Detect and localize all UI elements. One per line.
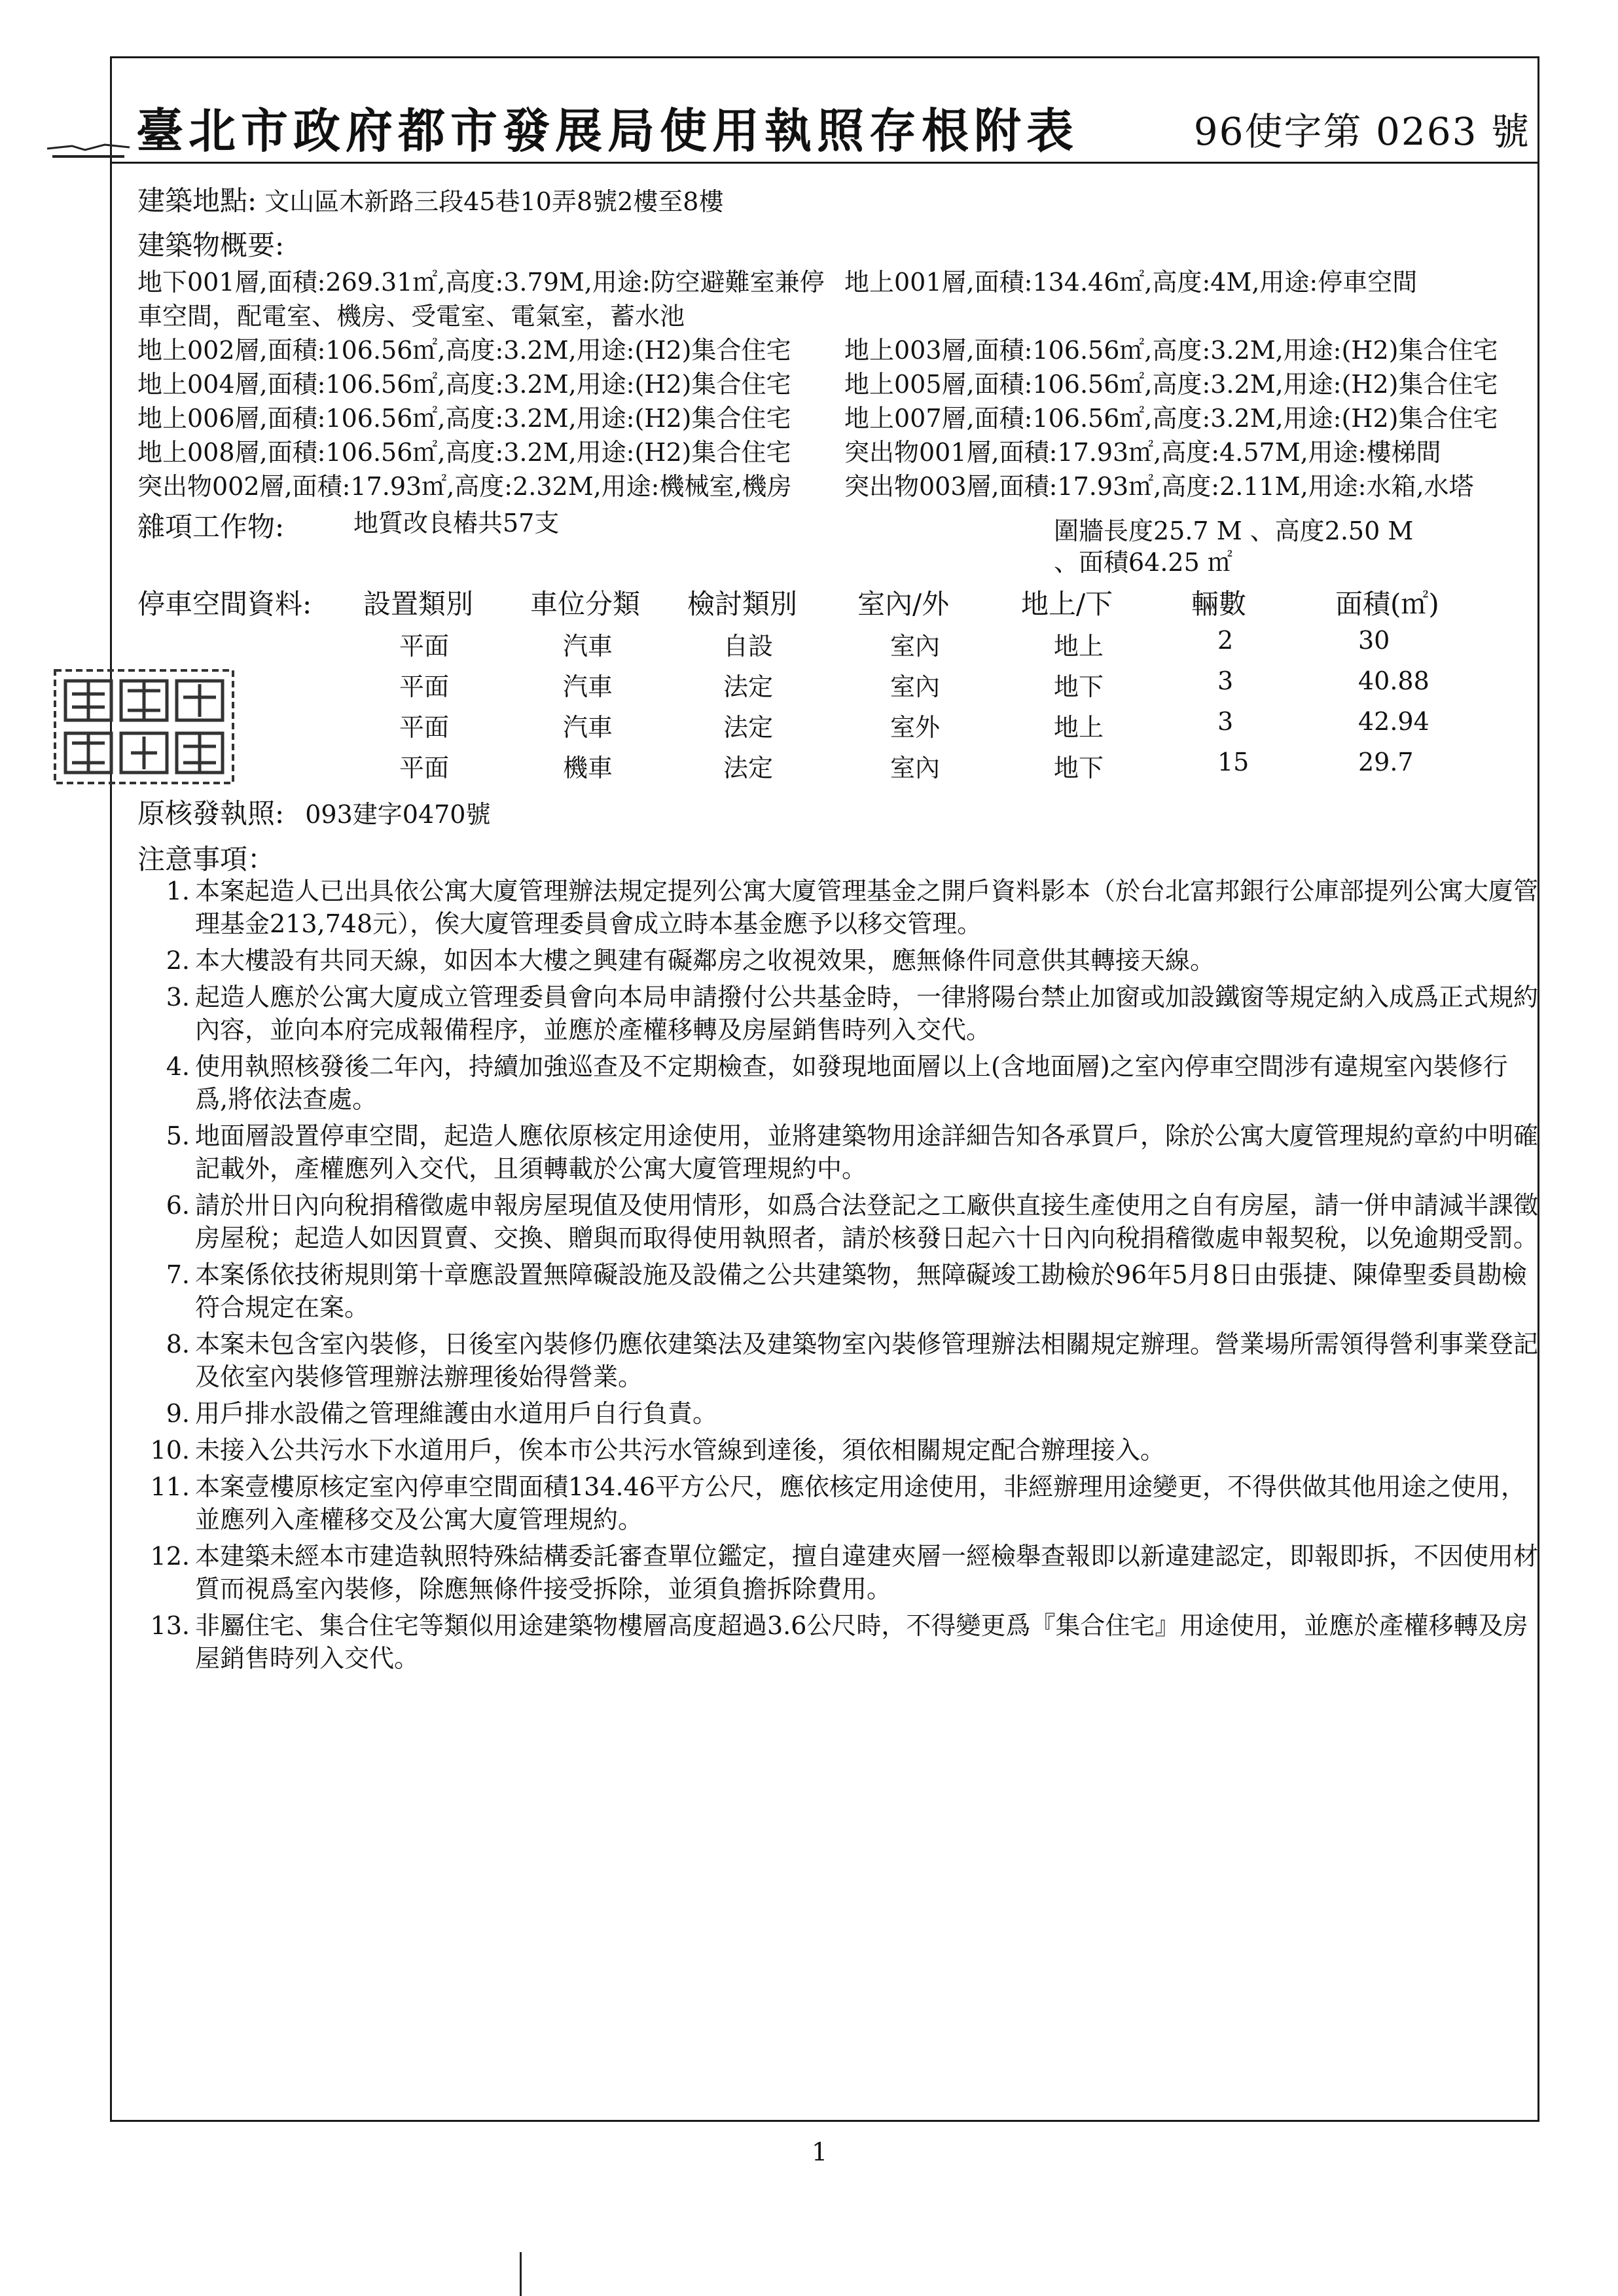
table-cell: 地下 — [1054, 672, 1104, 701]
notes-label: 注意事項： — [137, 843, 276, 875]
original-permit-value: 093建字0470號 — [305, 800, 491, 829]
parking-table — [137, 583, 1512, 786]
table-cell: 室外 — [890, 713, 941, 742]
table-cell: 3 — [1217, 666, 1234, 695]
floor-left: 地上004層,面積:106.56㎡,高度:3.2M,用途:(H2)集合住宅 — [137, 370, 791, 399]
note-text: 本案壹樓原核定室內停車空間面積134.46平方公尺，應依核定用途使用，非經辦理用途變更，不得供做其他用途之使用，並應列入產權移交及公寓大廈管理規約。 — [195, 1472, 1526, 1534]
table-cell: 法定 — [723, 672, 774, 701]
floor-right: 地上005層,面積:106.56㎡,高度:3.2M,用途:(H2)集合住宅 — [844, 370, 1498, 399]
list-item — [137, 875, 1538, 940]
table-cell: 室內 — [890, 632, 941, 661]
note-text: 非屬住宅、集合住宅等類似用途建築物樓層高度超過3.6公尺時，不得變更爲『集合住宅』用途使用，並應於產權移轉及房屋銷售時列入交代。 — [195, 1611, 1528, 1673]
note-text: 未接入公共污水下水道用戶，俟本市公共污水管線到達後，須依相關規定配合辦理接入。 — [195, 1436, 1166, 1465]
table-cell: 15 — [1217, 748, 1249, 776]
document-title: 臺北市政府都市發展局使用執照存根附表 — [136, 103, 1079, 158]
notes-list — [137, 875, 1538, 1679]
floor-left: 地下001層,面積:269.31㎡,高度:3.79M,用途:防空避難室兼停 — [137, 268, 825, 297]
note-number: 2. — [166, 946, 190, 975]
list-item — [137, 1540, 1538, 1605]
list-item — [137, 1120, 1538, 1185]
header-cell: 車位分類 — [530, 588, 641, 620]
table-row — [137, 664, 1512, 704]
floor-list — [137, 262, 1512, 500]
table-cell: 自設 — [723, 632, 774, 661]
floor-right: 地上001層,面積:134.46㎡,高度:4M,用途:停車空間 — [844, 268, 1418, 297]
note-number: 3. — [166, 983, 190, 1011]
table-cell: 平面 — [399, 754, 450, 782]
table-cell: 29.7 — [1358, 748, 1414, 776]
note-number: 5. — [166, 1121, 190, 1150]
site-label: 建築地點: — [137, 185, 257, 217]
site-row — [137, 185, 724, 218]
binding-mark — [520, 2252, 522, 2296]
table-row — [137, 623, 1512, 664]
list-item — [137, 1050, 1538, 1116]
note-text: 使用執照核發後二年內，持續加強巡查及不定期檢查，如發現地面層以上(含地面層)之室內停車空間涉有違規室內裝修行爲,將依法查處。 — [195, 1052, 1508, 1114]
original-permit-label: 原核發執照: — [137, 797, 285, 829]
note-number: 7. — [166, 1260, 190, 1289]
list-item — [137, 1609, 1538, 1675]
table-cell: 30 — [1358, 626, 1390, 655]
note-text: 本案起造人已出具依公寓大廈管理辦法規定提列公寓大廈管理基金之開戶資料影本（於台北富邦銀行公庫部提列公寓大廈管理基金213,748元），俟大廈管理委員會成立時本基金應予以移交管理。 — [195, 877, 1539, 938]
misc-label: 雜項工作物: — [137, 511, 285, 543]
floor-row — [137, 466, 1512, 500]
table-row — [137, 704, 1512, 745]
note-text: 本大樓設有共同天線，如因本大樓之興建有礙鄰房之收視效果，應無條件同意供其轉接天線。 — [195, 946, 1215, 975]
permit-number: 96使字第 0263 號 — [1193, 109, 1530, 154]
table-cell: 法定 — [723, 713, 774, 742]
list-item — [137, 981, 1538, 1046]
list-item — [137, 1397, 1538, 1430]
wall-line-2: 、面積64.25 ㎡ — [1054, 548, 1232, 577]
table-cell: 機車 — [563, 754, 613, 782]
table-cell: 2 — [1217, 626, 1234, 655]
parking-label: 停車空間資料: — [137, 588, 312, 620]
site-value: 文山區木新路三段45巷10弄8號2樓至8樓 — [264, 187, 724, 216]
floor-right: 地上007層,面積:106.56㎡,高度:3.2M,用途:(H2)集合住宅 — [844, 404, 1498, 433]
table-cell: 室內 — [890, 754, 941, 782]
original-permit-row — [137, 797, 491, 831]
note-number: 4. — [166, 1052, 190, 1081]
floor-right: 突出物001層,面積:17.93㎡,高度:4.57M,用途:樓梯間 — [844, 438, 1441, 467]
floor-left: 地上006層,面積:106.56㎡,高度:3.2M,用途:(H2)集合住宅 — [137, 404, 791, 433]
floor-left: 突出物002層,面積:17.93㎡,高度:2.32M,用途:機械室,機房 — [137, 472, 792, 501]
note-number: 11. — [150, 1472, 190, 1501]
margin-mark — [46, 134, 131, 160]
header-cell: 室內/外 — [857, 588, 950, 620]
table-cell: 地上 — [1054, 632, 1104, 661]
misc-value: 地質改良樁共57支 — [353, 509, 560, 538]
table-cell: 汽車 — [563, 672, 613, 701]
parking-header — [137, 583, 1512, 623]
floor-row — [137, 398, 1512, 432]
table-cell: 平面 — [399, 713, 450, 742]
floor-left: 地上002層,面積:106.56㎡,高度:3.2M,用途:(H2)集合住宅 — [137, 336, 791, 365]
list-item — [137, 1434, 1538, 1467]
floor-left: 車空間，配電室、機房、受電室、電氣室，蓄水池 — [137, 302, 685, 331]
note-number: 13. — [150, 1611, 190, 1640]
note-number: 9. — [166, 1399, 190, 1428]
table-cell: 汽車 — [563, 713, 613, 742]
note-number: 8. — [166, 1330, 190, 1358]
note-number: 1. — [166, 877, 190, 905]
table-cell: 40.88 — [1358, 666, 1429, 695]
table-row — [137, 745, 1512, 786]
seal-stamp — [52, 668, 236, 786]
header-cell: 檢討類別 — [687, 588, 798, 620]
table-cell: 平面 — [399, 632, 450, 661]
list-item — [137, 1328, 1538, 1393]
overview-label: 建築物概要: — [137, 229, 285, 261]
note-text: 用戶排水設備之管理維護由水道用戶自行負責。 — [195, 1399, 718, 1428]
table-cell: 室內 — [890, 672, 941, 701]
floor-row — [137, 330, 1512, 364]
table-cell: 地下 — [1054, 754, 1104, 782]
wall-line-1: 圍牆長度25.7 M 、高度2.50 M — [1054, 517, 1414, 545]
header-cell: 地上/下 — [1021, 588, 1113, 620]
floor-row — [137, 364, 1512, 398]
list-item — [137, 944, 1538, 977]
note-text: 地面層設置停車空間，起造人應依原核定用途使用，並將建築物用途詳細告知各承買戶，除於公寓大廈管理規約章約中明確記載外，產權應列入交代，且須轉載於公寓大廈管理規約中。 — [195, 1121, 1539, 1183]
note-number: 12. — [150, 1542, 190, 1571]
floor-row — [137, 296, 1512, 330]
header-cell: 面積(㎡) — [1335, 588, 1439, 620]
note-number: 10. — [150, 1436, 190, 1465]
floor-row — [137, 262, 1512, 296]
table-cell: 平面 — [399, 672, 450, 701]
note-number: 6. — [166, 1191, 190, 1220]
table-cell: 法定 — [723, 754, 774, 782]
list-item — [137, 1470, 1538, 1536]
title-row — [110, 92, 1539, 164]
header-cell: 設置類別 — [363, 588, 474, 620]
floor-right: 突出物003層,面積:17.93㎡,高度:2.11M,用途:水箱,水塔 — [844, 472, 1474, 501]
page-number: 1 — [812, 2138, 828, 2166]
list-item — [137, 1258, 1538, 1324]
header-cell: 輛數 — [1191, 588, 1247, 620]
table-cell: 汽車 — [563, 632, 613, 661]
note-text: 本案未包含室內裝修，日後室內裝修仍應依建築法及建築物室內裝修管理辦法相關規定辦理。營業場所需領得營利事業登記及依室內裝修管理辦法辦理後始得營業。 — [195, 1330, 1539, 1391]
note-text: 請於卅日內向稅捐稽徵處申報房屋現值及使用情形，如爲合法登記之工廠供直接生產使用之自有房屋，請一併申請減半課徵房屋稅；起造人如因買賣、交換、贈與而取得使用執照者，請於核發日起六十日內向稅捐稽徵處申報契稅，以免逾期受罰。 — [195, 1191, 1539, 1252]
table-cell: 3 — [1217, 707, 1234, 736]
note-text: 本建築未經本市建造執照特殊結構委託審查單位鑑定，擅自違建夾層一經檢舉查報即以新違建認定，即報即拆，不因使用材質而視爲室內裝修，除應無條件接受拆除，並須負擔拆除費用。 — [195, 1542, 1539, 1603]
note-text: 本案係依技術規則第十章應設置無障礙設施及設備之公共建築物，無障礙竣工勘檢於96年5月8日由張捷、陳偉聖委員勘檢符合規定在案。 — [195, 1260, 1527, 1322]
table-cell: 42.94 — [1358, 707, 1429, 736]
note-text: 起造人應於公寓大廈成立管理委員會向本局申請撥付公共基金時，一律將陽台禁止加窗或加設鐵窗等規定納入成爲正式規約內容，並向本府完成報備程序，並應於產權移轉及房屋銷售時列入交代。 — [195, 983, 1539, 1044]
table-cell: 地上 — [1054, 713, 1104, 742]
floor-left: 地上008層,面積:106.56㎡,高度:3.2M,用途:(H2)集合住宅 — [137, 438, 791, 467]
floor-row — [137, 432, 1512, 466]
floor-right: 地上003層,面積:106.56㎡,高度:3.2M,用途:(H2)集合住宅 — [844, 336, 1498, 365]
list-item — [137, 1189, 1538, 1254]
